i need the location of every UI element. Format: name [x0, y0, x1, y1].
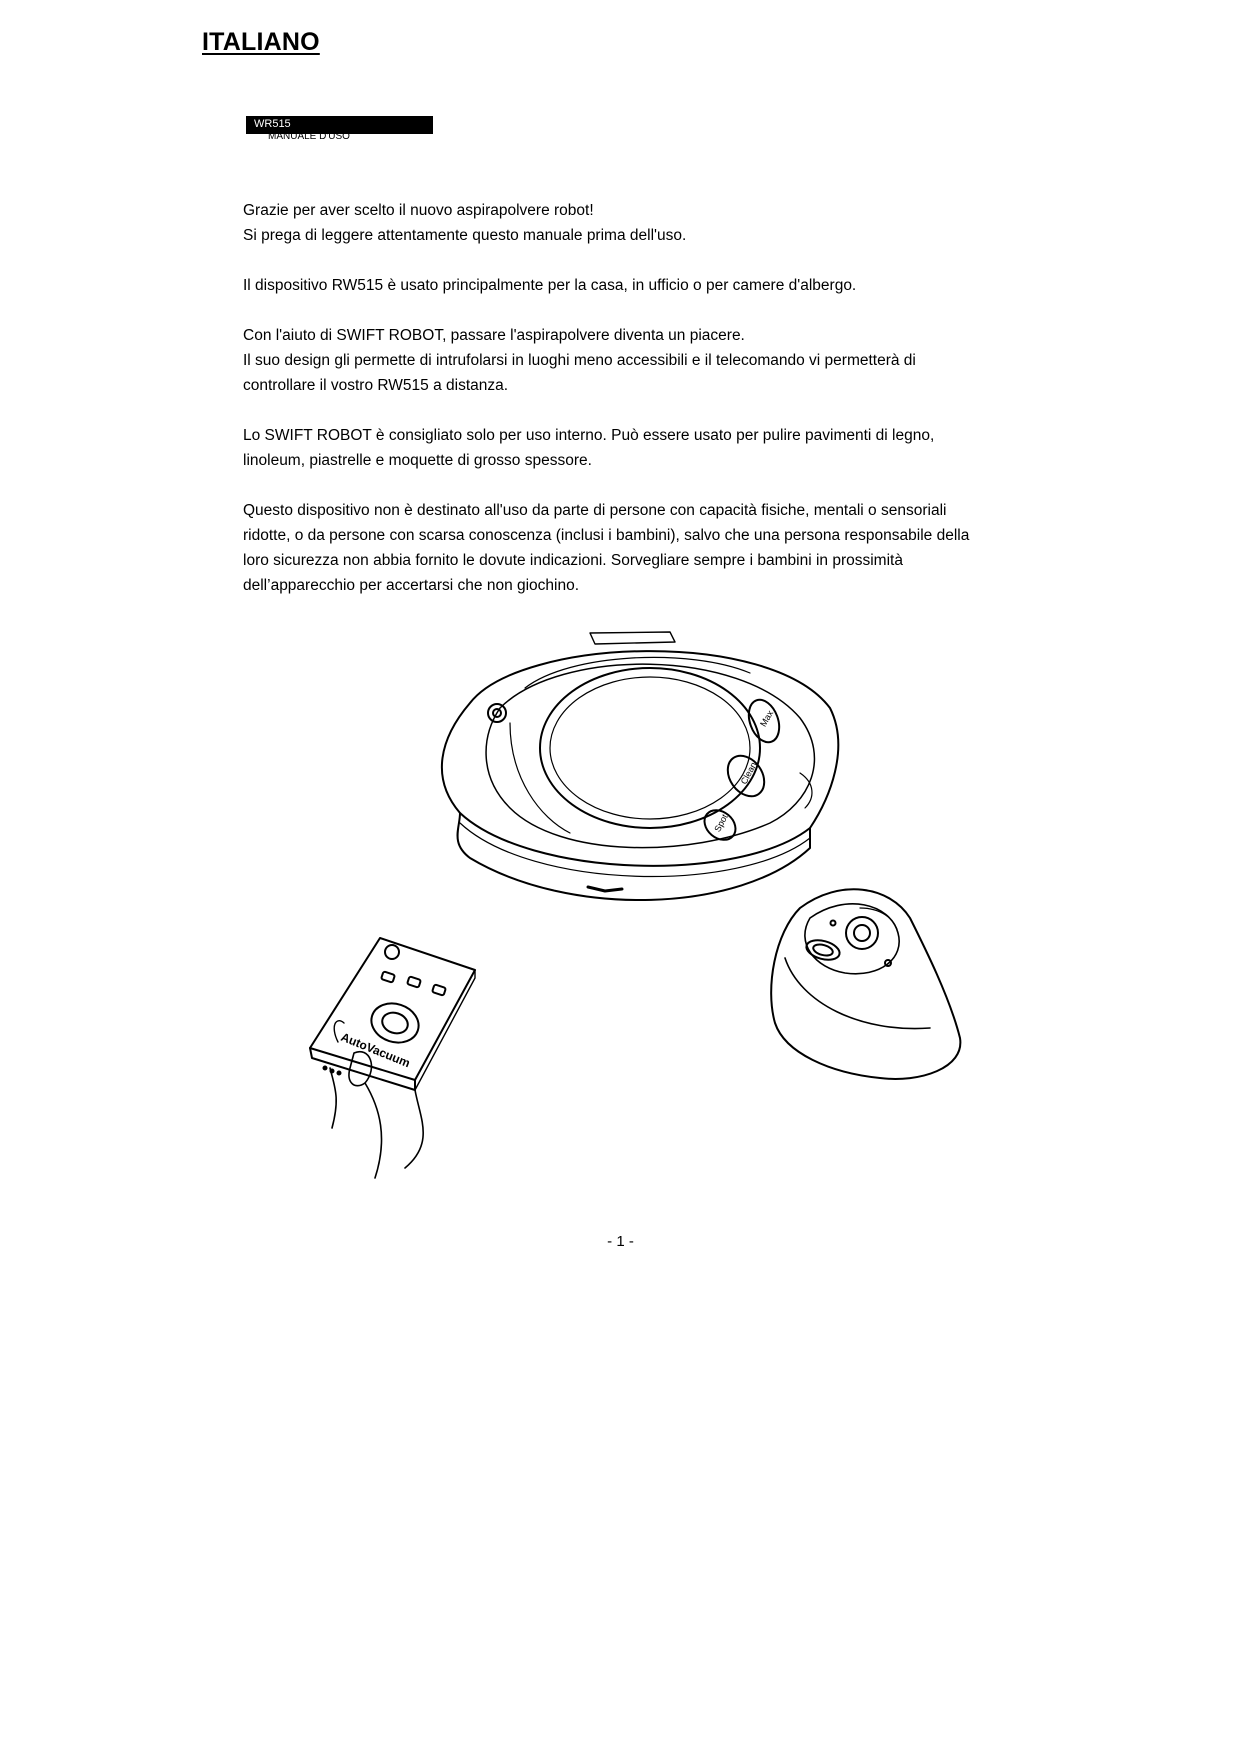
read-manual-line: Si prega di leggere attentamente questo manuale prima dell'uso.: [243, 227, 687, 244]
intro-text: [243, 198, 1033, 598]
language-heading: ITALIANO: [202, 28, 320, 56]
swift-line-2: Il suo design gli permette di intrufolarsi in luoghi meno accessibili e il telecomando vi permetterà di: [243, 352, 916, 369]
model-label: [246, 116, 435, 142]
thanks-line: Grazie per aver scelto il nuovo aspirapolvere robot!: [243, 202, 594, 219]
paragraph-swift-robot: [243, 323, 1033, 398]
paragraph-safety: [243, 498, 1033, 598]
product-illustration: [270, 628, 970, 1188]
indoor-line-2: linoleum, piastrelle e moquette di grosso spessore.: [243, 452, 592, 469]
paragraph-indoor-use: [243, 423, 1033, 473]
paragraph-usage: [243, 273, 1033, 298]
robot-button-clean-label: Clean: [738, 760, 759, 786]
usage-line: Il dispositivo RW515 è usato principalmente per la casa, in ufficio o per camere d'albergo.: [243, 277, 857, 294]
manual-title: MANUALE D'USO: [268, 131, 350, 142]
swift-line-1: Con l'aiuto di SWIFT ROBOT, passare l'aspirapolvere diventa un piacere.: [243, 327, 745, 344]
model-code: WR515: [254, 118, 291, 130]
robot-button-spot-label: Spot: [712, 812, 730, 834]
swift-line-3: controllare il vostro RW515 a distanza.: [243, 377, 509, 394]
robot-button-max-label: Max: [758, 708, 776, 729]
safety-line-1: Questo dispositivo non è destinato all'uso da parte di persone con capacità fisiche, mentali o sensoriali: [243, 502, 947, 519]
safety-line-3: loro sicurezza non abbia fornito le dovute indicazioni. Sorvegliare sempre i bambini in prossimità: [243, 552, 903, 569]
page-number: - 1 -: [607, 1233, 634, 1250]
remote-brand-label: AutoVacuum: [338, 1029, 413, 1071]
paragraph-thanks: [243, 198, 1033, 248]
charging-base-drawing: [771, 889, 960, 1079]
safety-line-2: ridotte, o da persone con scarsa conoscenza (inclusi i bambini), salvo che una persona responsabile della: [243, 527, 970, 544]
robot-vacuum-drawing: [442, 632, 838, 900]
indoor-line-1: Lo SWIFT ROBOT è consigliato solo per uso interno. Può essere usato per pulire pavimenti di legno,: [243, 427, 935, 444]
safety-line-4: dell’apparecchio per accertarsi che non giochino.: [243, 577, 580, 594]
